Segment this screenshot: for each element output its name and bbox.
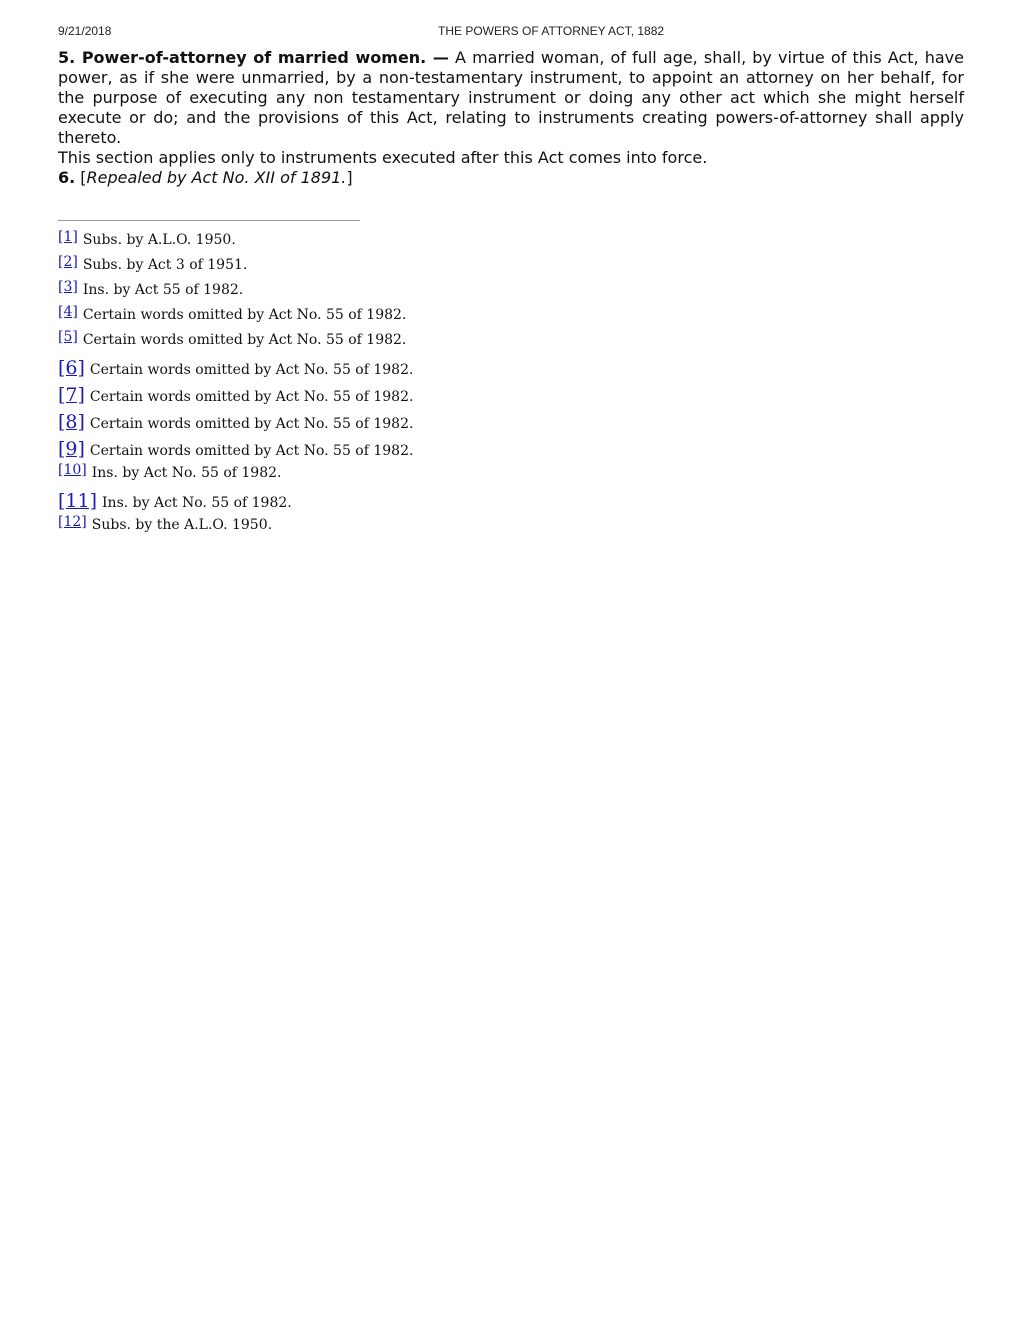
footnote-link[interactable]: [1] xyxy=(58,229,78,245)
footnote-item xyxy=(58,329,658,357)
section-5-heading: 5. Power-of-attorney of married women. — xyxy=(58,48,449,67)
footnote-link[interactable]: [2] xyxy=(58,254,78,270)
footnote-link[interactable]: [6] xyxy=(58,357,85,379)
footnote-item xyxy=(58,490,658,517)
footnote-divider xyxy=(58,220,360,221)
footnote-text: Subs. by A.L.O. 1950. xyxy=(82,232,236,248)
footnote-text: Subs. by Act 3 of 1951. xyxy=(82,257,248,273)
section-6-number: 6. xyxy=(58,168,76,187)
footnote-link[interactable]: [8] xyxy=(58,411,85,433)
footnote-text: Ins. by Act 55 of 1982. xyxy=(82,282,244,298)
footnote-text: Subs. by the A.L.O. 1950. xyxy=(91,517,273,533)
footnote-item xyxy=(58,279,658,307)
footnote-item xyxy=(58,254,658,282)
footnote-item xyxy=(58,229,658,257)
footnotes-list xyxy=(58,229,658,542)
footnote-link[interactable]: [12] xyxy=(58,514,87,530)
section-6-paragraph xyxy=(58,168,964,188)
footnote-item xyxy=(58,514,658,542)
footnote-text: Certain words omitted by Act No. 55 of 1982. xyxy=(89,389,414,405)
section-6-close-bracket: ] xyxy=(346,168,353,187)
footnote-link[interactable]: [3] xyxy=(58,279,78,295)
footnote-text: Certain words omitted by Act No. 55 of 1982. xyxy=(89,362,414,378)
section-6-repealed-text: Repealed by Act No. XII of 1891. xyxy=(86,168,347,187)
footnote-item xyxy=(58,462,658,490)
footnote-item xyxy=(58,384,658,411)
footnote-text: Certain words omitted by Act No. 55 of 1982. xyxy=(82,307,407,323)
footnote-link[interactable]: [11] xyxy=(58,490,98,512)
footnote-text: Certain words omitted by Act No. 55 of 1982. xyxy=(89,416,414,432)
footnote-link[interactable]: [10] xyxy=(58,462,87,478)
footnote-text: Certain words omitted by Act No. 55 of 1982. xyxy=(89,443,414,459)
footnote-item xyxy=(58,438,658,465)
footnote-text: Ins. by Act No. 55 of 1982. xyxy=(91,465,282,481)
section-5-body: A married woman, of full age, shall, by virtue of this Act, have power, as if she were unmarried, by a non-testamentary instrument, to appoint an attorney on her behalf, for the purpose of executing any non testamentary instrument or doing any other act which she might herself execute or do; and the provisions of this Act, relating to instruments creating powers-of-attorney shall apply thereto. xyxy=(58,48,964,147)
footnote-link[interactable]: [4] xyxy=(58,304,78,320)
section-6-open-bracket: [ xyxy=(75,168,87,187)
section-5-applicability: This section applies only to instruments executed after this Act comes into force. xyxy=(58,148,708,167)
print-date: 9/21/2018 xyxy=(58,24,112,38)
section-5-paragraph xyxy=(58,48,964,148)
footnote-link[interactable]: [9] xyxy=(58,438,85,460)
footnote-item xyxy=(58,357,658,384)
footnote-link[interactable]: [5] xyxy=(58,329,78,345)
footnote-item xyxy=(58,304,658,332)
footnote-text: Certain words omitted by Act No. 55 of 1982. xyxy=(82,332,407,348)
footnote-link[interactable]: [7] xyxy=(58,384,85,406)
footnote-text: Ins. by Act No. 55 of 1982. xyxy=(102,495,292,511)
print-title: THE POWERS OF ATTORNEY ACT, 1882 xyxy=(438,24,665,38)
print-header xyxy=(58,24,962,40)
footnote-item xyxy=(58,411,658,438)
document-body xyxy=(58,48,964,188)
